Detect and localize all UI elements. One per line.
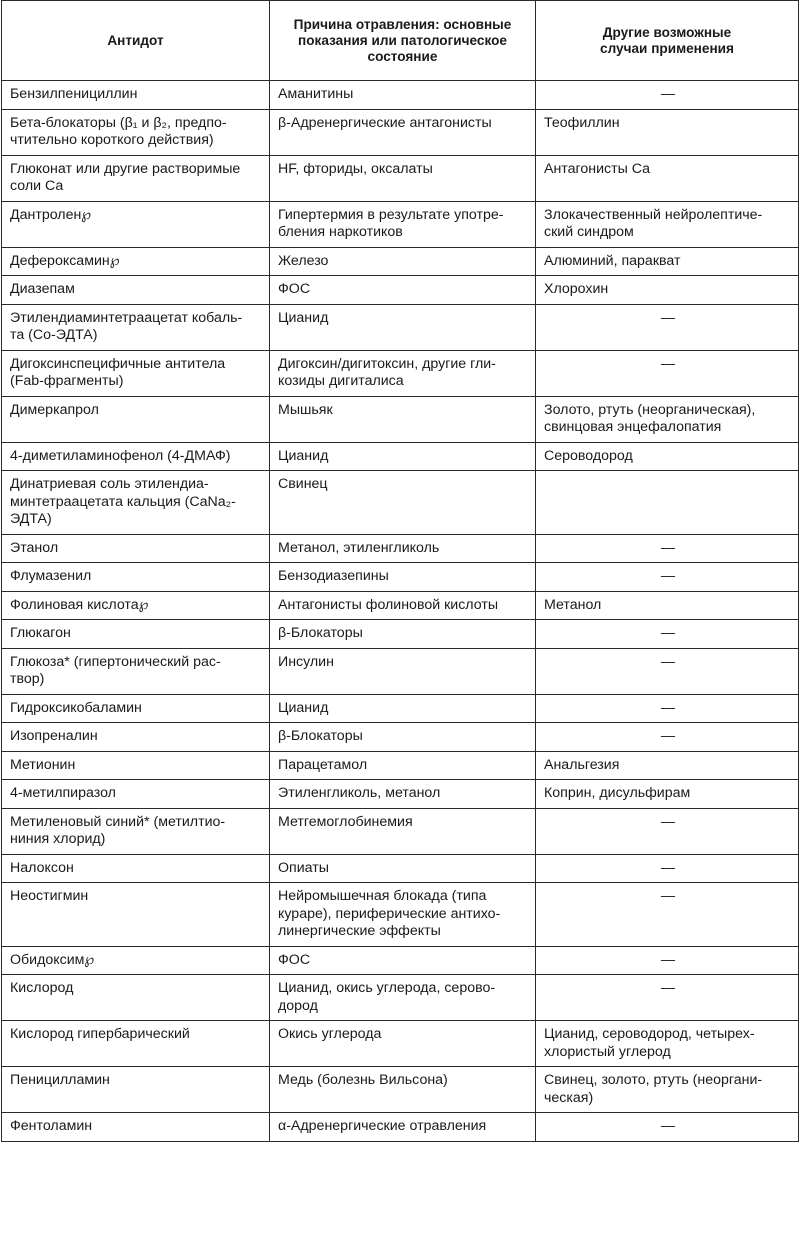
table-row xyxy=(2,350,799,396)
other-uses-cell xyxy=(536,1067,799,1113)
cause-cell xyxy=(270,563,536,592)
antidote-cell xyxy=(2,247,270,276)
other-uses-cell-text: Метанол xyxy=(544,596,602,613)
other-uses-cell-text: — xyxy=(660,568,676,584)
other-uses-cell-text: Свинец, золото, ртуть (неоргани- ческая) xyxy=(544,1072,763,1106)
other-uses-cell-text: — xyxy=(660,1118,676,1134)
table-row xyxy=(2,883,799,947)
antidote-cell xyxy=(2,780,270,809)
antidote-cell xyxy=(2,694,270,723)
cause-cell-text: Метанол, этиленгликоль xyxy=(278,539,440,556)
antidote-cell-text: Дигоксинспецифичные антитела (Fab-фрагменты) xyxy=(10,355,226,389)
antidote-cell-text: Глюкоза* (гипертонический рас- твор) xyxy=(10,653,221,687)
cause-cell xyxy=(270,780,536,809)
antidote-cell xyxy=(2,442,270,471)
table-row xyxy=(2,780,799,809)
table-row xyxy=(2,304,799,350)
antidote-cell-text: Изопреналин xyxy=(10,728,98,744)
other-uses-cell xyxy=(536,201,799,247)
other-uses-cell-text: — xyxy=(660,699,676,716)
cause-cell xyxy=(270,620,536,649)
antidote-cell xyxy=(2,723,270,752)
table-row xyxy=(2,946,799,975)
cause-cell xyxy=(270,304,536,350)
antidote-cell-text: Дантролен℘ xyxy=(10,206,92,223)
antidote-cell-text: Дефероксамин℘ xyxy=(10,252,120,269)
antidote-cell xyxy=(2,648,270,694)
antidote-cell xyxy=(2,563,270,592)
cause-cell-text: ФОС xyxy=(278,951,311,968)
cause-cell xyxy=(270,808,536,854)
other-uses-cell-text: — xyxy=(660,625,676,641)
antidote-cell-text: Этанол xyxy=(10,539,59,556)
table-row xyxy=(2,1021,799,1067)
other-uses-cell xyxy=(536,808,799,854)
cause-cell xyxy=(270,81,536,110)
other-uses-cell xyxy=(536,81,799,110)
table-row xyxy=(2,1067,799,1113)
cause-cell xyxy=(270,350,536,396)
antidote-cell-text: Фолиновая кислота℘ xyxy=(10,596,149,613)
table-row xyxy=(2,1113,799,1142)
other-uses-cell-text: — xyxy=(660,813,676,830)
other-uses-cell-text: — xyxy=(660,653,676,670)
antidote-cell-text: Бета-блокаторы (β₁ и β₂, предпо- чтительно короткого действия) xyxy=(10,114,227,148)
other-uses-cell-text: Алюминий, паракват xyxy=(544,252,681,269)
table-row xyxy=(2,201,799,247)
antidote-cell xyxy=(2,350,270,396)
other-uses-cell-text: Золото, ртуть (неорганическая), свинцовая энцефалопатия xyxy=(544,401,756,435)
antidote-cell-text: Флумазенил xyxy=(10,568,92,584)
cause-cell-text: Бензодиазепины xyxy=(278,568,389,584)
cause-cell-text: Метгемоглобинемия xyxy=(278,813,413,830)
antidote-cell-text: Налоксон xyxy=(10,859,74,876)
cause-cell-text: Антагонисты фолиновой кислоты xyxy=(278,596,499,613)
table-row xyxy=(2,155,799,201)
antidote-cell-text: Кислород xyxy=(10,980,74,996)
cause-cell-text: Окись углерода xyxy=(278,1026,382,1042)
cause-cell-text: Цианид, окись углерода, серово- дород xyxy=(278,980,496,1014)
cause-cell xyxy=(270,694,536,723)
other-uses-cell xyxy=(536,471,799,535)
table-row xyxy=(2,808,799,854)
cause-cell xyxy=(270,854,536,883)
cause-cell xyxy=(270,247,536,276)
other-uses-cell-text: Сероводород xyxy=(544,447,633,464)
antidote-cell-text: Метионин xyxy=(10,756,76,773)
cause-cell-text: Гипертермия в результате употре- бления наркотиков xyxy=(278,206,504,240)
cause-cell xyxy=(270,155,536,201)
other-uses-cell xyxy=(536,276,799,305)
other-uses-cell-text: — xyxy=(660,888,676,904)
antidote-cell-text: Кислород гипербарический xyxy=(10,1026,190,1042)
cause-cell xyxy=(270,534,536,563)
cause-cell-text: Инсулин xyxy=(278,653,334,670)
other-uses-cell xyxy=(536,534,799,563)
other-uses-cell-text: Злокачественный нейролептиче- ский синдром xyxy=(544,206,763,240)
antidote-cell xyxy=(2,751,270,780)
other-uses-cell xyxy=(536,304,799,350)
antidote-cell xyxy=(2,534,270,563)
cause-cell xyxy=(270,751,536,780)
antidote-cell xyxy=(2,396,270,442)
cause-cell xyxy=(270,201,536,247)
other-uses-cell-text: Цианид, сероводород, четырех- хлористый углерод xyxy=(544,1026,755,1060)
other-uses-cell-text: Хлорохин xyxy=(544,281,609,297)
table-row xyxy=(2,109,799,155)
table-row xyxy=(2,648,799,694)
cause-cell-text: Мышьяк xyxy=(278,401,333,418)
other-uses-cell-text: — xyxy=(660,355,676,372)
cause-cell-text: Медь (болезнь Вильсона) xyxy=(278,1072,448,1088)
table-body xyxy=(2,81,799,1142)
cause-cell-text: Аманитины xyxy=(278,86,354,102)
other-uses-cell xyxy=(536,780,799,809)
other-uses-cell xyxy=(536,1113,799,1142)
cause-cell xyxy=(270,591,536,620)
table-row xyxy=(2,81,799,110)
cause-cell-text: Цианид xyxy=(278,699,329,716)
other-uses-cell-text: Теофиллин xyxy=(544,114,620,131)
cause-cell-text: ФОС xyxy=(278,281,311,297)
antidote-cell-text: Этилендиаминтетраацетат кобаль- та (Со-ЭДТА) xyxy=(10,309,243,343)
table-row xyxy=(2,276,799,305)
antidote-cell-text: Бензилпенициллин xyxy=(10,86,138,102)
table-row xyxy=(2,247,799,276)
cause-cell xyxy=(270,442,536,471)
other-uses-cell xyxy=(536,442,799,471)
table-row xyxy=(2,591,799,620)
cause-cell xyxy=(270,396,536,442)
cause-cell xyxy=(270,1113,536,1142)
antidote-cell xyxy=(2,471,270,535)
other-uses-cell xyxy=(536,751,799,780)
cause-cell-text: Железо xyxy=(278,252,329,269)
antidote-cell-text: Глюконат или другие растворимые соли Са xyxy=(10,160,241,194)
table-row xyxy=(2,442,799,471)
antidote-cell xyxy=(2,883,270,947)
antidote-cell-text: 4-метилпиразол xyxy=(10,785,116,801)
cause-cell-text: β-Блокаторы xyxy=(278,728,363,744)
other-uses-cell xyxy=(536,350,799,396)
cause-cell xyxy=(270,975,536,1021)
antidote-cell xyxy=(2,155,270,201)
other-uses-cell-text: — xyxy=(660,980,676,996)
other-uses-cell xyxy=(536,648,799,694)
other-uses-cell-text: — xyxy=(660,539,676,556)
other-uses-cell-text: Коприн, дисульфирам xyxy=(544,785,691,801)
cause-cell-text: Этиленгликоль, метанол xyxy=(278,785,441,801)
other-uses-cell xyxy=(536,247,799,276)
cause-cell xyxy=(270,109,536,155)
header-cause: Причина отравления: основные показания или патологическое состояние xyxy=(270,1,536,81)
other-uses-cell xyxy=(536,694,799,723)
cause-cell xyxy=(270,276,536,305)
antidote-cell-text: Диазепам xyxy=(10,281,75,297)
other-uses-cell-text: Антагонисты Са xyxy=(544,160,651,177)
table-row xyxy=(2,563,799,592)
other-uses-cell xyxy=(536,620,799,649)
antidote-cell-text: Фентоламин xyxy=(10,1118,93,1134)
antidote-cell xyxy=(2,304,270,350)
other-uses-cell xyxy=(536,1021,799,1067)
cause-cell-text: α-Адренергические отравления xyxy=(278,1118,487,1134)
cause-cell xyxy=(270,723,536,752)
other-uses-cell xyxy=(536,563,799,592)
antidote-cell xyxy=(2,1067,270,1113)
antidote-cell xyxy=(2,1021,270,1067)
antidote-cell-text: 4-диметиламинофенол (4-ДМАФ) xyxy=(10,447,231,464)
antidote-cell xyxy=(2,201,270,247)
cause-cell-text: Цианид xyxy=(278,447,329,464)
table-row xyxy=(2,620,799,649)
cause-cell-text: Опиаты xyxy=(278,859,329,876)
cause-cell-text: β-Блокаторы xyxy=(278,625,363,641)
antidote-cell xyxy=(2,276,270,305)
antidote-table xyxy=(1,0,799,1142)
cause-cell xyxy=(270,946,536,975)
cause-cell-text: Свинец xyxy=(278,476,328,492)
other-uses-cell xyxy=(536,883,799,947)
cause-cell xyxy=(270,1067,536,1113)
antidote-cell xyxy=(2,946,270,975)
cause-cell-text: β-Адренергические антагонисты xyxy=(278,114,492,131)
antidote-cell-text: Метиленовый синий* (метилтио- ниния хлорид) xyxy=(10,813,226,847)
table-row xyxy=(2,534,799,563)
antidote-cell xyxy=(2,81,270,110)
other-uses-cell xyxy=(536,854,799,883)
cause-cell xyxy=(270,1021,536,1067)
other-uses-cell xyxy=(536,591,799,620)
antidote-cell xyxy=(2,808,270,854)
antidote-cell xyxy=(2,854,270,883)
header-antidote: Антидот xyxy=(2,1,270,81)
other-uses-cell xyxy=(536,155,799,201)
other-uses-cell-text: — xyxy=(660,86,676,102)
antidote-cell-text: Динатриевая соль этилендиа- минтетраацетата кальция (CaNa₂- ЭДТА) xyxy=(10,476,236,527)
other-uses-cell-text: — xyxy=(660,951,676,968)
header-row xyxy=(2,1,799,81)
antidote-cell-text: Неостигмин xyxy=(10,888,89,904)
antidote-cell xyxy=(2,975,270,1021)
header-other-uses: Другие возможные случаи применения xyxy=(536,1,799,81)
table-row xyxy=(2,723,799,752)
antidote-cell xyxy=(2,591,270,620)
cause-cell-text: Нейромышечная блокада (типа кураре), периферические антихо- линергические эффекты xyxy=(278,888,501,939)
table-row xyxy=(2,975,799,1021)
cause-cell-text: Парацетамол xyxy=(278,756,368,773)
table-row xyxy=(2,694,799,723)
cause-cell-text: Дигоксин/дигитоксин, другие гли- козиды дигиталиса xyxy=(278,355,496,389)
cause-cell-text: Цианид xyxy=(278,309,329,326)
other-uses-cell xyxy=(536,109,799,155)
table-row xyxy=(2,751,799,780)
antidote-cell xyxy=(2,109,270,155)
table-header xyxy=(2,1,799,81)
antidote-cell-text: Пеницилламин xyxy=(10,1072,110,1088)
cause-cell-text: HF, фториды, оксалаты xyxy=(278,160,433,177)
antidote-cell xyxy=(2,1113,270,1142)
antidote-cell xyxy=(2,620,270,649)
other-uses-cell xyxy=(536,723,799,752)
other-uses-cell-text: — xyxy=(660,859,676,876)
antidote-cell-text: Димеркапрол xyxy=(10,401,99,418)
cause-cell xyxy=(270,471,536,535)
other-uses-cell-text: Анальгезия xyxy=(544,756,620,773)
table-row xyxy=(2,396,799,442)
other-uses-cell xyxy=(536,946,799,975)
other-uses-cell xyxy=(536,975,799,1021)
table-row xyxy=(2,471,799,535)
antidote-cell-text: Глюкагон xyxy=(10,625,71,641)
antidote-cell-text: Обидоксим℘ xyxy=(10,951,95,968)
cause-cell xyxy=(270,883,536,947)
antidote-cell-text: Гидроксикобаламин xyxy=(10,699,142,716)
other-uses-cell-text: — xyxy=(660,309,676,326)
table-row xyxy=(2,854,799,883)
other-uses-cell xyxy=(536,396,799,442)
cause-cell xyxy=(270,648,536,694)
other-uses-cell-text: — xyxy=(660,728,676,744)
